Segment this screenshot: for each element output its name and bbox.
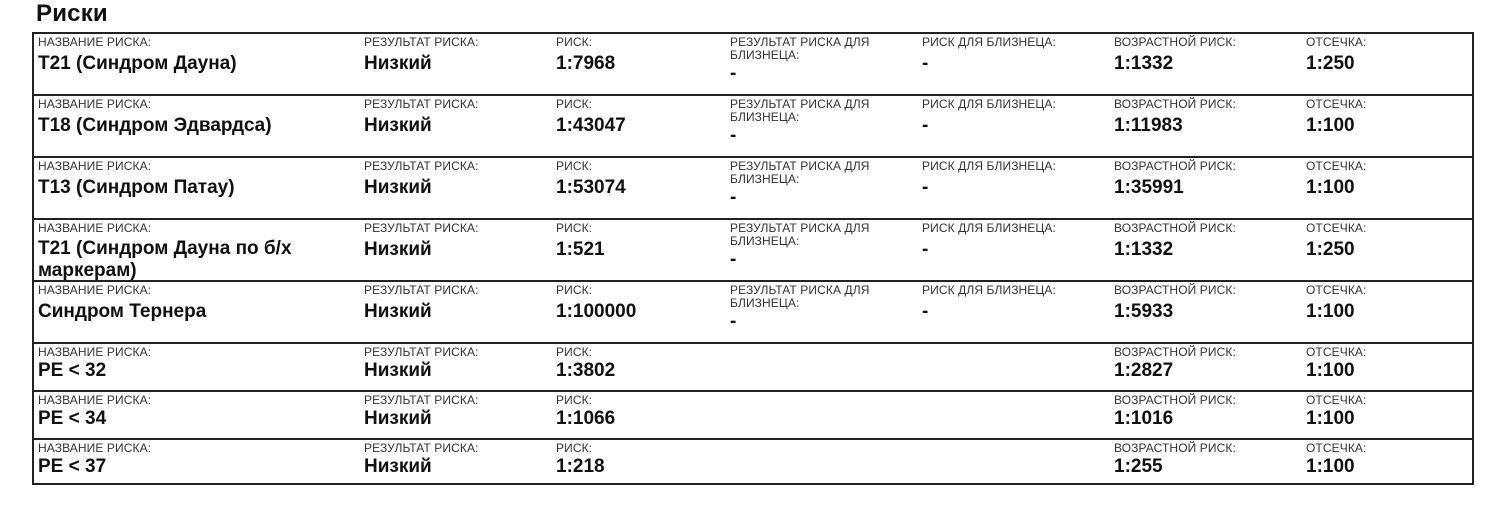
cutoff-label: ОТСЕЧКА: <box>1306 159 1367 173</box>
risk-label: РИСК: <box>556 221 593 235</box>
risk-cell <box>556 160 716 199</box>
risk-result-value: Низкий <box>364 239 432 260</box>
age-risk-label: ВОЗРАСТНОЙ РИСК: <box>1114 35 1236 49</box>
cutoff-cell <box>1306 98 1466 137</box>
cutoff-label: ОТСЕЧКА: <box>1306 97 1367 111</box>
cutoff-label: ОТСЕЧКА: <box>1306 345 1367 359</box>
risk-row <box>34 94 1472 156</box>
twin-risk-label: РИСК ДЛЯ БЛИЗНЕЦА: <box>922 35 1056 49</box>
page-title: Риски <box>36 0 108 27</box>
risk-label: РИСК: <box>556 35 593 49</box>
risk-name-value: T21 (Синдром Дауна) <box>38 53 237 74</box>
twin-result-cell <box>730 36 910 85</box>
age-risk-label: ВОЗРАСТНОЙ РИСК: <box>1114 393 1236 407</box>
risk-name-cell <box>38 222 348 282</box>
risk-result-label: РЕЗУЛЬТАТ РИСКА: <box>364 441 479 455</box>
age-risk-value: 1:1332 <box>1114 53 1174 74</box>
twin-result-value: - <box>730 125 737 146</box>
cutoff-value: 1:100 <box>1306 360 1355 381</box>
risks-table <box>32 32 1474 485</box>
risk-name-value: PE < 37 <box>38 456 107 477</box>
age-risk-label: ВОЗРАСТНОЙ РИСК: <box>1114 345 1236 359</box>
twin-risk-value: - <box>922 239 929 260</box>
risk-row <box>34 438 1472 483</box>
twin-result-value: - <box>730 187 737 208</box>
twin-result-value: - <box>730 63 737 84</box>
age-risk-value: 1:1016 <box>1114 408 1174 429</box>
twin-risk-label: РИСК ДЛЯ БЛИЗНЕЦА: <box>922 97 1056 111</box>
age-risk-cell <box>1114 346 1294 382</box>
cutoff-value: 1:100 <box>1306 177 1355 198</box>
age-risk-label: ВОЗРАСТНОЙ РИСК: <box>1114 283 1236 297</box>
risk-name-cell <box>38 442 348 478</box>
risk-result-label: РЕЗУЛЬТАТ РИСКА: <box>364 159 479 173</box>
risk-result-value: Низкий <box>364 301 432 322</box>
cutoff-label: ОТСЕЧКА: <box>1306 393 1367 407</box>
age-risk-label: ВОЗРАСТНОЙ РИСК: <box>1114 97 1236 111</box>
cutoff-value: 1:100 <box>1306 408 1355 429</box>
age-risk-label: ВОЗРАСТНОЙ РИСК: <box>1114 441 1236 455</box>
twin-result-label: РЕЗУЛЬТАТ РИСКА ДЛЯ БЛИЗНЕЦА: <box>730 35 870 62</box>
risk-result-value: Низкий <box>364 456 432 477</box>
cutoff-value: 1:100 <box>1306 456 1355 477</box>
risk-result-value: Низкий <box>364 53 432 74</box>
cutoff-cell <box>1306 284 1466 323</box>
risk-name-label: НАЗВАНИЕ РИСКА: <box>38 345 152 359</box>
age-risk-cell <box>1114 98 1294 137</box>
twin-risk-cell <box>922 36 1102 75</box>
cutoff-cell <box>1306 36 1466 75</box>
risk-value: 1:3802 <box>556 360 616 381</box>
risk-value: 1:53074 <box>556 177 626 198</box>
risk-row <box>34 32 1472 94</box>
risk-value: 1:7968 <box>556 53 616 74</box>
risk-label: РИСК: <box>556 159 593 173</box>
age-risk-cell <box>1114 36 1294 75</box>
cutoff-cell <box>1306 346 1466 382</box>
age-risk-cell <box>1114 160 1294 199</box>
risk-name-label: НАЗВАНИЕ РИСКА: <box>38 441 152 455</box>
risk-row <box>34 218 1472 280</box>
risk-result-cell <box>364 284 544 323</box>
risk-name-cell <box>38 394 348 430</box>
risk-name-cell <box>38 284 348 323</box>
cutoff-cell <box>1306 160 1466 199</box>
risk-name-value: Синдром Тернера <box>38 301 207 322</box>
risk-name-value: T13 (Синдром Патау) <box>38 177 235 198</box>
risk-name-value: T21 (Синдром Дауна по б/х маркерам) <box>38 238 292 281</box>
risk-result-label: РЕЗУЛЬТАТ РИСКА: <box>364 393 479 407</box>
risk-result-label: РЕЗУЛЬТАТ РИСКА: <box>364 221 479 235</box>
risk-name-label: НАЗВАНИЕ РИСКА: <box>38 97 152 111</box>
twin-risk-value: - <box>922 115 929 136</box>
risk-result-cell <box>364 346 544 382</box>
risk-result-value: Низкий <box>364 115 432 136</box>
risk-name-label: НАЗВАНИЕ РИСКА: <box>38 393 152 407</box>
twin-risk-cell <box>922 284 1102 323</box>
risk-row <box>34 390 1472 438</box>
risk-name-cell <box>38 98 348 137</box>
age-risk-value: 1:35991 <box>1114 177 1184 198</box>
cutoff-label: ОТСЕЧКА: <box>1306 35 1367 49</box>
risk-cell <box>556 98 716 137</box>
cutoff-value: 1:250 <box>1306 53 1355 74</box>
risk-name-label: НАЗВАНИЕ РИСКА: <box>38 221 152 235</box>
risk-result-cell <box>364 98 544 137</box>
risk-name-label: НАЗВАНИЕ РИСКА: <box>38 35 152 49</box>
risk-result-value: Низкий <box>364 177 432 198</box>
twin-result-cell <box>730 160 910 209</box>
twin-risk-label: РИСК ДЛЯ БЛИЗНЕЦА: <box>922 283 1056 297</box>
risk-value: 1:1066 <box>556 408 616 429</box>
risk-row <box>34 156 1472 218</box>
risk-value: 1:521 <box>556 239 605 260</box>
age-risk-value: 1:255 <box>1114 456 1163 477</box>
risk-result-cell <box>364 36 544 75</box>
risk-label: РИСК: <box>556 97 593 111</box>
risk-label: РИСК: <box>556 283 593 297</box>
age-risk-value: 1:1332 <box>1114 239 1174 260</box>
age-risk-value: 1:11983 <box>1114 115 1183 136</box>
risk-name-value: PE < 32 <box>38 360 107 381</box>
age-risk-value: 1:2827 <box>1114 360 1174 381</box>
risk-result-cell <box>364 442 544 478</box>
risk-result-cell <box>364 394 544 430</box>
twin-result-label: РЕЗУЛЬТАТ РИСКА ДЛЯ БЛИЗНЕЦА: <box>730 97 870 124</box>
risk-cell <box>556 284 716 323</box>
cutoff-label: ОТСЕЧКА: <box>1306 283 1367 297</box>
risk-result-label: РЕЗУЛЬТАТ РИСКА: <box>364 97 479 111</box>
cutoff-value: 1:100 <box>1306 115 1355 136</box>
twin-risk-value: - <box>922 177 929 198</box>
risk-cell <box>556 222 716 261</box>
risk-cell <box>556 394 716 430</box>
risk-result-cell <box>364 160 544 199</box>
twin-risk-value: - <box>922 53 929 74</box>
risk-label: РИСК: <box>556 393 593 407</box>
cutoff-cell <box>1306 222 1466 261</box>
risk-name-cell <box>38 346 348 382</box>
risk-row <box>34 280 1472 342</box>
twin-result-value: - <box>730 311 737 332</box>
risk-value: 1:43047 <box>556 115 626 136</box>
risk-name-label: НАЗВАНИЕ РИСКА: <box>38 159 152 173</box>
risk-value: 1:218 <box>556 456 605 477</box>
twin-result-cell <box>730 284 910 333</box>
risk-row <box>34 342 1472 390</box>
age-risk-cell <box>1114 222 1294 261</box>
risk-cell <box>556 346 716 382</box>
twin-result-value: - <box>730 249 737 270</box>
risk-label: РИСК: <box>556 345 593 359</box>
risk-name-value: T18 (Синдром Эдвардса) <box>38 115 272 136</box>
cutoff-cell <box>1306 394 1466 430</box>
risk-result-label: РЕЗУЛЬТАТ РИСКА: <box>364 345 479 359</box>
cutoff-value: 1:100 <box>1306 301 1355 322</box>
risk-name-value: PE < 34 <box>38 408 107 429</box>
age-risk-cell <box>1114 284 1294 323</box>
age-risk-value: 1:5933 <box>1114 301 1174 322</box>
twin-risk-cell <box>922 160 1102 199</box>
risk-label: РИСК: <box>556 441 593 455</box>
age-risk-cell <box>1114 394 1294 430</box>
risk-cell <box>556 442 716 478</box>
risk-value: 1:100000 <box>556 301 637 322</box>
risk-cell <box>556 36 716 75</box>
cutoff-value: 1:250 <box>1306 239 1355 260</box>
risk-result-value: Низкий <box>364 408 432 429</box>
risk-result-label: РЕЗУЛЬТАТ РИСКА: <box>364 283 479 297</box>
cutoff-label: ОТСЕЧКА: <box>1306 221 1367 235</box>
twin-result-label: РЕЗУЛЬТАТ РИСКА ДЛЯ БЛИЗНЕЦА: <box>730 159 870 186</box>
risk-result-value: Низкий <box>364 360 432 381</box>
twin-risk-label: РИСК ДЛЯ БЛИЗНЕЦА: <box>922 159 1056 173</box>
age-risk-cell <box>1114 442 1294 478</box>
risk-name-cell <box>38 160 348 199</box>
cutoff-cell <box>1306 442 1466 478</box>
twin-result-cell <box>730 98 910 147</box>
age-risk-label: ВОЗРАСТНОЙ РИСК: <box>1114 221 1236 235</box>
risk-result-cell <box>364 222 544 261</box>
twin-risk-label: РИСК ДЛЯ БЛИЗНЕЦА: <box>922 221 1056 235</box>
risk-name-cell <box>38 36 348 75</box>
twin-result-cell <box>730 222 910 271</box>
twin-risk-cell <box>922 98 1102 137</box>
twin-risk-cell <box>922 222 1102 261</box>
risk-name-label: НАЗВАНИЕ РИСКА: <box>38 283 152 297</box>
risk-result-label: РЕЗУЛЬТАТ РИСКА: <box>364 35 479 49</box>
twin-result-label: РЕЗУЛЬТАТ РИСКА ДЛЯ БЛИЗНЕЦА: <box>730 283 870 310</box>
twin-risk-value: - <box>922 301 929 322</box>
twin-result-label: РЕЗУЛЬТАТ РИСКА ДЛЯ БЛИЗНЕЦА: <box>730 221 870 248</box>
age-risk-label: ВОЗРАСТНОЙ РИСК: <box>1114 159 1236 173</box>
cutoff-label: ОТСЕЧКА: <box>1306 441 1367 455</box>
